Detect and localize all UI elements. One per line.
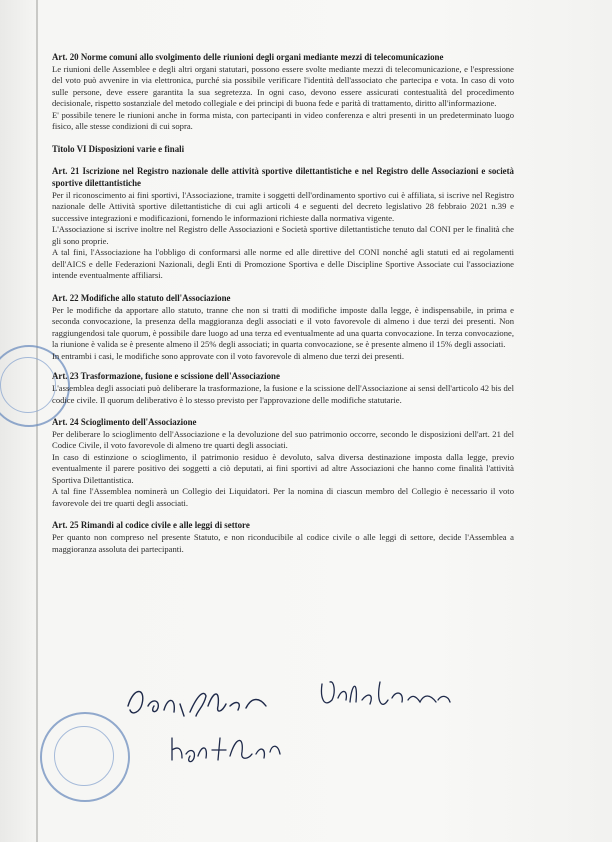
article-20-paragraph-1: Le riunioni delle Assemblee e degli altri organi statutari, possono essere svolte mediante mezzi di telecomunicazione, e l'espressione del voto può avvenire in via elettronica, purché sia possibile verificare l'identità dell'associato che partecipa e vota. In caso di voto sulle persone, deve essere garantita la sua segretezza. In ogni caso, devono essere assicurati contestualità del procedimento decisionale, rispetto sostanziale del metodo collegiale e dei principi di buona fede e parità di trattamento, diritto all'informazione.: [52, 63, 514, 109]
article-22: [52, 293, 514, 362]
statute-text: [52, 52, 514, 555]
article-23-title: Art. 23 Trasformazione, fusione e scissione dell'Associazione: [52, 371, 280, 382]
article-23: [52, 371, 514, 406]
title-vi-heading: Titolo VI Disposizioni varie e finali: [52, 143, 185, 154]
article-24-paragraph-1: Per deliberare lo scioglimento dell'Associazione e la devoluzione del suo patrimonio occorre, secondo le disposizioni dell'art. 21 del Codice Civile, il voto favorevole di almeno tre quarti degli associati.: [52, 428, 514, 451]
article-21-paragraph-1: Per il riconoscimento ai fini sportivi, l'Associazione, tramite i soggetti dell'ordinamento sportivo cui è affiliata, si iscrive nel Registro nazionale delle Attività sportive dilettantistiche di cui agli articoli 4 e seguenti del decreto legislativo 28 febbraio 2021 n.39 e successive integrazioni e modificazioni, fornendo le informazioni richieste dalla normativa vigente.: [52, 189, 514, 223]
article-24-title: Art. 24 Scioglimento dell'Associazione: [52, 417, 197, 428]
article-20: [52, 52, 514, 133]
signature-2: [316, 672, 456, 718]
official-stamp-bottom: [40, 712, 130, 802]
signature-3: [166, 728, 286, 768]
article-20-title: Art. 20 Norme comuni allo svolgimento delle riunioni degli organi mediante mezzi di telecomunicazione: [52, 52, 444, 62]
article-23-paragraph-1: L'assemblea degli associati può deliberare la trasformazione, la fusione e la scissione dell'Associazione ai sensi dell'articolo 42 bis del codice civile. Il quorum deliberativo è lo stesso previsto per l'approvazione delle modifiche statutarie.: [52, 382, 514, 405]
article-20-paragraph-2: E' possibile tenere le riunioni anche in forma mista, con partecipanti in video conferenza e altri presenti in un predeterminato luogo fisico, alle stesse condizioni di cui sopra.: [52, 109, 514, 132]
article-21: [52, 166, 514, 282]
signature-1: [120, 676, 280, 726]
article-22-paragraph-1: Per le modifiche da apportare allo statuto, tranne che non si tratti di modifiche imposte dalla legge, è indispensabile, in prima e seconda convocazione, la presenza della maggioranza degli associati e il voto favorevole di almeno i due terzi dei presenti. Non raggiungendosi tale quorum, è possibile dare luogo ad una terza ed eventualmente ad una quarta convocazione. In terza convocazione, la riunione è valida se è presente almeno il 25% degli associati; in quarta convocazione, se è presente almeno il 15% degli associati.: [52, 304, 514, 350]
article-21-title: Art. 21 Iscrizione nel Registro nazionale delle attività sportive dilettantistiche e nel Registro delle Associazioni e società sportive dilettantistiche: [52, 166, 514, 189]
article-24-paragraph-3: A tal fine l'Assemblea nominerà un Collegio dei Liquidatori. Per la nomina di ciascun membro del Collegio è necessario il voto favorevole dei tre quarti degli associati.: [52, 486, 514, 508]
article-25-title: Art. 25 Rimandi al codice civile e alle leggi di settore: [52, 520, 250, 531]
article-24: [52, 417, 514, 509]
article-22-title: Art. 22 Modifiche allo statuto dell'Associazione: [52, 293, 231, 304]
article-21-paragraph-2: L'Associazione si iscrive inoltre nel Registro delle Associazioni e Società sportive dilettantistiche tenuto dal CONI per le finalità che gli sono proprie.: [52, 224, 514, 246]
article-25: [52, 520, 514, 555]
article-21-paragraph-3: A tal fini, l'Associazione ha l'obbligo di conformarsi alle norme ed alle direttive del CONI nonché agli statuti ed ai regolamenti dell'AICS e delle Federazioni Nazionali, degli Enti di Promozione Sportiva e delle Discipline Sportive Associate cui l'associazione intende eventualmente affiliarsi.: [52, 247, 514, 281]
article-22-paragraph-2: In entrambi i casi, le modifiche sono approvate con il voto favorevole di almeno due terzi dei presenti.: [52, 350, 404, 361]
article-24-paragraph-2: In caso di estinzione o scioglimento, il patrimonio residuo è devoluto, salva diversa destinazione imposta dalla legge, previo eventualmente il parere positivo dei soggetti a ciò deputati, ai fini sportivi ad altre Associazioni che hanno come finalità l'attività Sportiva Dilettantistica.: [52, 451, 514, 485]
article-25-paragraph-1: Per quanto non compreso nel presente Statuto, e non riconducibile al codice civile o alle leggi di settore, decide l'Assemblea a maggioranza assoluta dei partecipanti.: [52, 532, 514, 554]
